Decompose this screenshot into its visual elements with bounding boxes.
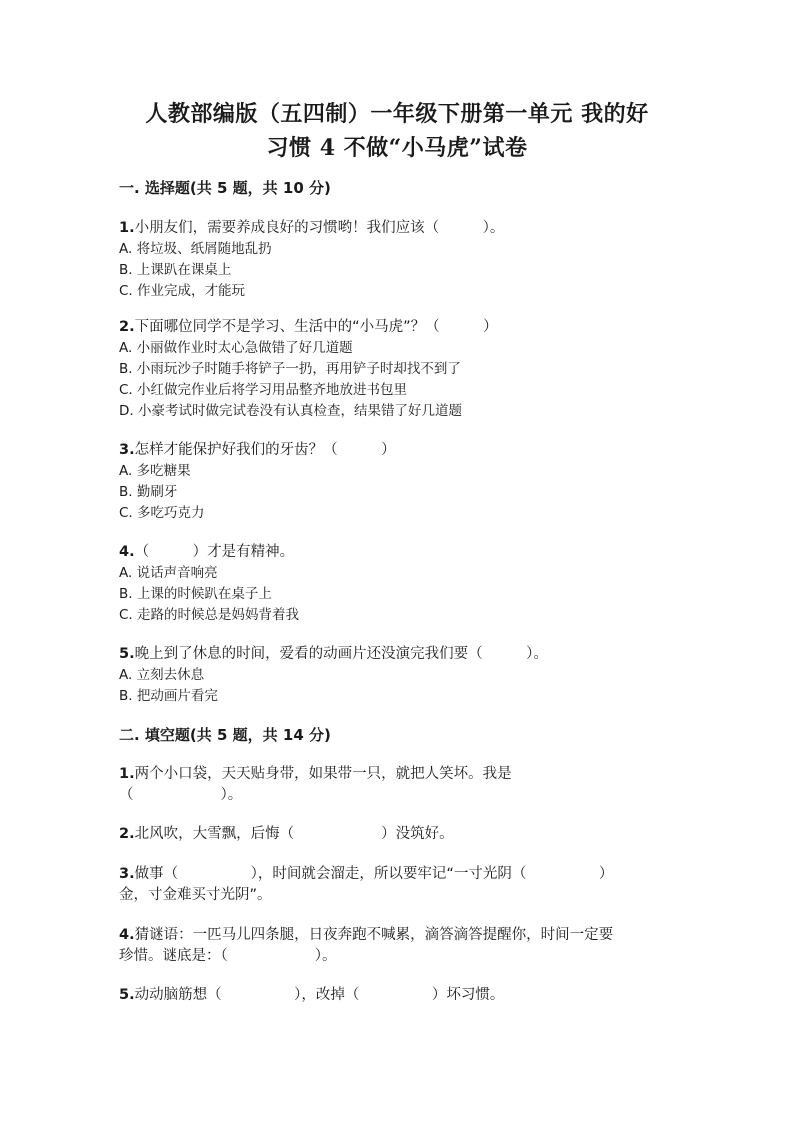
page-title-line2: 习惯 4 不做“小马虎”试卷 — [266, 135, 528, 161]
question-line: 1.两个小口袋，天天贴身带，如果带一只，就把人笑坏。我是 — [119, 766, 512, 782]
option-a: A. 说话声音响亮 — [119, 565, 218, 581]
question-line: 5.动动脑筋想（ ），改掉（ ）坏习惯。 — [119, 987, 505, 1003]
question-line: 4.猜谜语：一匹马儿四条腿，日夜奔跑不喊累，滴答滴答提醒你，时间一定要 — [119, 927, 614, 943]
option-d: D. 小豪考试时做完试卷没有认真检查，结果错了好几道题 — [119, 403, 462, 419]
option-b: B. 上课趴在课桌上 — [119, 262, 232, 278]
option-c: C. 作业完成，才能玩 — [119, 283, 246, 299]
question-line: 金，寸金难买寸光阴”。 — [119, 887, 272, 903]
option-c: C. 小红做完作业后将学习用品整齐地放进书包里 — [119, 382, 408, 398]
question-line: （ ）。 — [119, 787, 243, 803]
option-a: A. 将垃圾、纸屑随地乱扔 — [119, 241, 272, 257]
question-stem: 5.晚上到了休息的时间，爱看的动画片还没演完我们要（ ）。 — [119, 646, 548, 662]
fill-question-3 — [119, 864, 679, 906]
option-c: C. 多吃巧克力 — [119, 505, 205, 521]
fill-question-1 — [119, 764, 679, 806]
option-a: A. 小丽做作业时太心急做错了好几道题 — [119, 340, 353, 356]
choice-question-3 — [119, 440, 679, 524]
choice-question-1 — [119, 218, 679, 302]
choice-question-4 — [119, 542, 679, 626]
question-stem: 4.（ ）才是有精神。 — [119, 544, 295, 560]
question-stem: 3.怎样才能保护好我们的牙齿？（ ） — [119, 442, 396, 458]
question-line: 3.做事（ ），时间就会溜走，所以要牢记“一寸光阴（ ） — [119, 866, 614, 882]
option-b: B. 把动画片看完 — [119, 688, 218, 704]
question-line: 珍惜。谜底是：（ ）。 — [119, 948, 337, 964]
fill-question-2 — [119, 824, 679, 845]
page-title-line1: 人教部编版（五四制）一年级下册第一单元 我的好 — [145, 101, 649, 127]
question-stem: 2.下面哪位同学不是学习、生活中的“小马虎”？（ ） — [119, 319, 498, 335]
option-a: A. 多吃糖果 — [119, 463, 191, 479]
option-b: B. 勤刷牙 — [119, 484, 178, 500]
fill-question-5 — [119, 985, 679, 1006]
fill-question-4 — [119, 925, 679, 967]
question-stem: 1.小朋友们，需要养成良好的习惯哟！我们应该（ ）。 — [119, 220, 505, 236]
option-c: C. 走路的时候总是妈妈背着我 — [119, 607, 300, 623]
option-b: B. 小雨玩沙子时随手将铲子一扔，再用铲子时却找不到了 — [119, 361, 461, 377]
section-heading-choice: 一. 选择题(共 5 题，共 10 分) — [119, 179, 331, 197]
option-b: B. 上课的时候趴在桌子上 — [119, 586, 272, 602]
choice-question-5 — [119, 644, 679, 707]
option-a: A. 立刻去休息 — [119, 667, 205, 683]
section-heading-fill: 二. 填空题(共 5 题，共 14 分) — [119, 726, 331, 744]
choice-question-2 — [119, 317, 679, 422]
question-line: 2.北风吹，大雪飘，后悔（ ）没筑好。 — [119, 826, 454, 842]
